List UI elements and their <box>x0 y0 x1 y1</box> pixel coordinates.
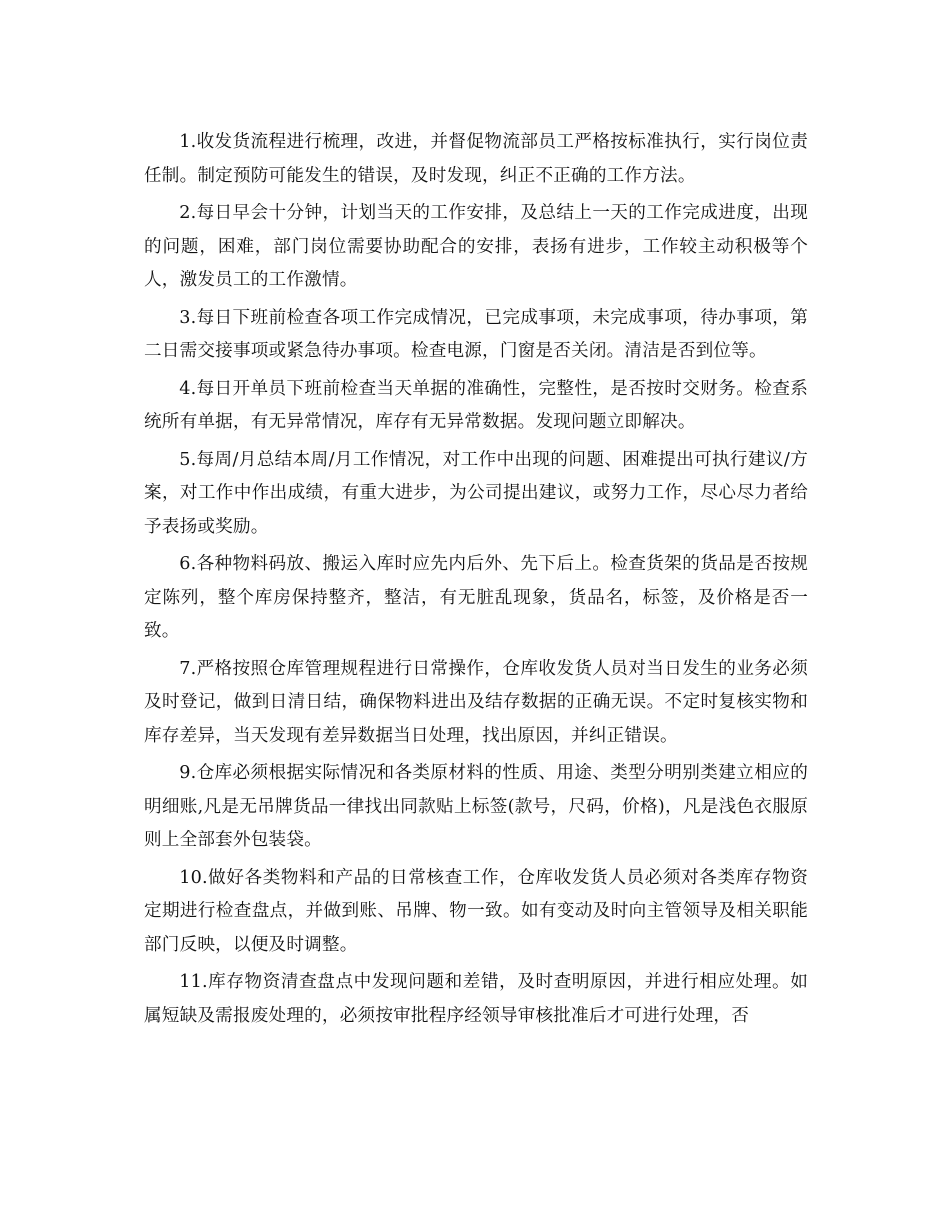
paragraph-4: 4.每日开单员下班前检查当天单据的准确性，完整性，是否按时交财务。检查系统所有单据，有无异常情况，库存有无异常数据。发现问题立即解决。 <box>144 378 808 432</box>
paragraph-9: 9.仓库必须根据实际情况和各类原材料的性质、用途、类型分明别类建立相应的明细账,凡是无吊牌货品一律找出同款贴上标签(款号，尺码，价格)，凡是浅色衣服原则上全部套外包装袋。 <box>144 763 808 850</box>
document-body <box>144 126 808 1037</box>
paragraph-3: 3.每日下班前检查各项工作完成情况，已完成事项，未完成事项，待办事项，第二日需交接事项或紧急待办事项。检查电源，门窗是否关闭。清洁是否到位等。 <box>144 307 808 361</box>
paragraph-11: 11.库存物资清查盘点中发现问题和差错，及时查明原因，并进行相应处理。如属短缺及需报废处理的，必须按审批程序经领导审核批准后才可进行处理，否 <box>144 972 808 1026</box>
paragraph-10: 10.做好各类物料和产品的日常核查工作，仓库收发货人员必须对各类库存物资定期进行检查盘点，并做到账、吊牌、物一致。如有变动及时向主管领导及相关职能部门反映，以便及时调整。 <box>144 867 808 955</box>
paragraph-2: 2.每日早会十分钟，计划当天的工作安排，及总结上一天的工作完成进度，出现的问题，困难，部门岗位需要协助配合的安排，表扬有进步，工作较主动积极等个人，激发员工的工作激情。 <box>144 203 808 290</box>
paragraph-6: 6.各种物料码放、搬运入库时应先内后外、先下后上。检查货架的货品是否按规定陈列，整个库房保持整齐，整洁，有无脏乱现象，货品名，标签，及价格是否一致。 <box>144 554 808 641</box>
paragraph-7: 7.严格按照仓库管理规程进行日常操作，仓库收发货人员对当日发生的业务必须及时登记，做到日清日结，确保物料进出及结存数据的正确无误。不定时复核实物和库存差异，当天发现有差异数据当日处理，找出原因，并纠正错误。 <box>144 658 808 746</box>
paragraph-5: 5.每周/月总结本周/月工作情况，对工作中出现的问题、困难提出可执行建议/方案，对工作中作出成绩，有重大进步，为公司提出建议，或努力工作，尽心尽力者给予表扬或奖励。 <box>144 449 808 537</box>
paragraph-1: 1.收发货流程进行梳理，改进，并督促物流部员工严格按标准执行，实行岗位责任制。制定预防可能发生的错误，及时发现，纠正不正确的工作方法。 <box>144 132 808 186</box>
